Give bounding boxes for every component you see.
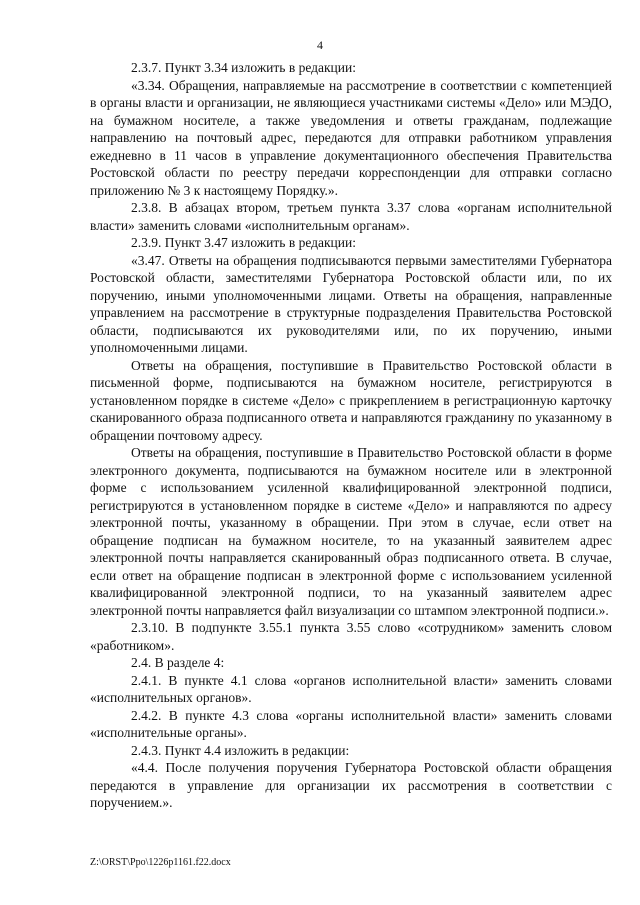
- paragraph-2-3-9: 2.3.9. Пункт 3.47 изложить в редакции:: [131, 235, 356, 250]
- paragraph-2-4-3: 2.4.3. Пункт 4.4 изложить в редакции:: [131, 742, 350, 758]
- paragraph-2-4-2: 2.4.2. В пункте 4.3 слова «органы исполнительной власти» заменить словами «исполнительные органы».: [90, 707, 612, 740]
- footer-file-path: Z:\ORST\Ppo\1226p1161.f22.docx: [90, 857, 231, 868]
- paragraph-3-34-text: «3.34. Обращения, направляемые на рассмотрение в соответствии с компетенцией в органы власти и организации, не являющиеся участниками системы «Дело» или МЭДО, на бумажном носителе, а также уведомления и ответы гражданам, подлежащие направлению на почтовый адрес, передаются для отправки работником управления ежедневно в 11 часов в управление документационного обеспечения Правительства Ростовской области по реестру передачи корреспонденции для отправки согласно приложению № 3 к настоящему Порядку.».: [90, 77, 612, 198]
- paragraph-2-3-10: 2.3.10. В подпункте 3.55.1 пункта 3.55 слово «сотрудником» заменить словом «работником».: [90, 620, 612, 653]
- paragraph-electronic-answers: Ответы на обращения, поступившие в Правительство Ростовской области в форме электронного документа, подписываются на бумажном носителе или в электронной форме с использованием усиленной квалифицированной электронной подписи, регистрируются в установленном порядке в системе «Дело» и направляются по адресу электронной почты, указанному в обращении. При этом в случае, если ответ на обращение подписан на бумажном носителе, то на указанный заявителем адрес электронной почты направляется сканированный образ подписанного ответа. В случае, если ответ на обращение подписан в электронной форме с использованием усиленной квалифицированной электронной подписи, то на указанный заявителем адрес электронной почты направляется файл визуализации со штампом электронной подписи.».: [90, 445, 612, 618]
- paragraph-2-4: 2.4. В разделе 4:: [131, 655, 225, 670]
- paragraph-3-47-text: «3.47. Ответы на обращения подписываются первыми заместителями Губернатора Ростовской области, заместителями Губернатора Ростовской области или, по их поручению, иными уполномоченными лицами. Ответы на обращения, направленные управлением на рассмотрение в структурные подразделения Правительства Ростовской области, подписываются их руководителями или, по их поручению, иными уполномоченными лицами.: [90, 252, 612, 355]
- document-body: [90, 59, 612, 812]
- paragraph-4-4-text: «4.4. После получения поручения Губернатора Ростовской области обращения передаются в управление для организации их рассмотрения в соответствии с поручением.».: [90, 760, 612, 810]
- paragraph-2-3-7: 2.3.7. Пункт 3.34 изложить в редакции:: [131, 60, 356, 75]
- paragraph-2-4-1: 2.4.1. В пункте 4.1 слова «органов исполнительной власти» заменить словами «исполнительных органов».: [90, 672, 612, 705]
- page-number: 4: [317, 38, 323, 52]
- paragraph-2-3-8: 2.3.8. В абзацах втором, третьем пункта 3.37 слова «органам исполнительной власти» заменить словами «исполнительным органам».: [90, 200, 612, 233]
- paragraph-written-answers: Ответы на обращения, поступившие в Правительство Ростовской области в письменной форме, подписываются на бумажном носителе, регистрируются в установленном порядке в системе «Дело» с прикреплением в регистрационную карточку сканированного образа подписанного ответа и направляются гражданину по указанному в обращении почтовому адресу.: [90, 357, 612, 443]
